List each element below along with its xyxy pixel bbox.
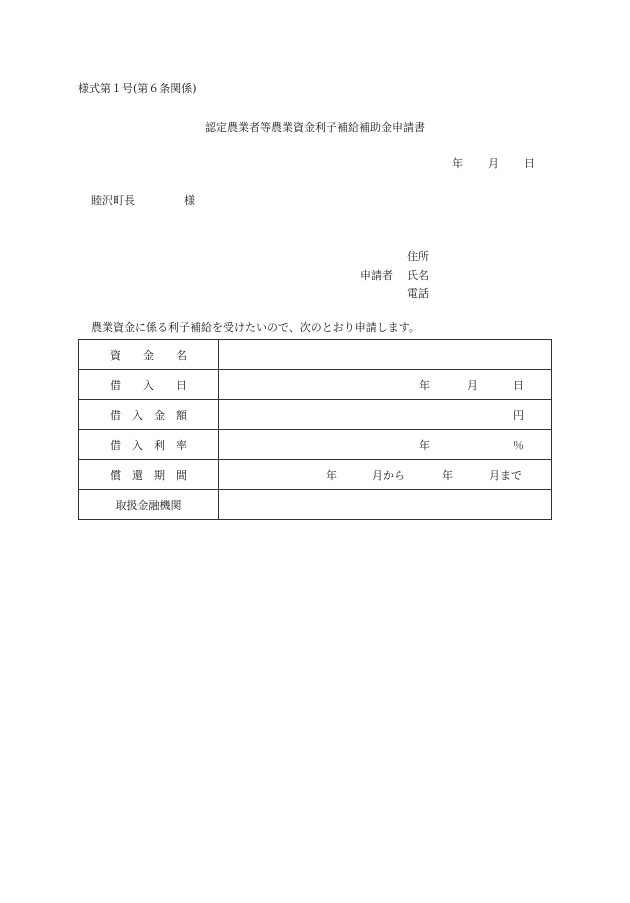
interest-rate-field[interactable] [219,430,552,460]
document-title: 認定農業者等農業資金利子補給補助金申請書 [205,121,425,134]
table-row-interest-rate [79,430,552,460]
repayment-from-month: 月から [372,468,405,482]
detail-table [78,339,552,520]
table-row-fund-name [79,340,552,370]
applicant-role: 申請者 [360,269,393,282]
fund-name-field[interactable] [219,340,552,370]
fund-name-label: 資 金 名 [79,340,219,370]
repayment-to-month: 月まで [489,468,522,482]
borrow-date-month: 月 [467,378,478,392]
applicant-address-label: 住所 [407,250,429,263]
repayment-period-field[interactable] [219,460,552,490]
interest-rate-percent: ％ [513,438,524,452]
borrow-date-label: 借 入 日 [79,370,219,400]
borrow-amount-field[interactable] [219,400,552,430]
date-month: 月 [488,157,499,170]
date-day: 日 [524,157,535,170]
intro-text: 農業資金に係る利子補給を受けたいので、次のとおり申請します。 [91,321,420,334]
addressee-honorific: 様 [184,194,195,207]
borrow-date-day: 日 [513,378,524,392]
repayment-from-year: 年 [326,468,337,482]
table-row-borrow-amount [79,400,552,430]
financial-institution-label: 取扱金融機関 [79,490,219,520]
addressee-title: 睦沢町長 [91,194,135,207]
applicant-phone-label: 電話 [407,287,429,300]
repayment-period-label: 償 還 期 間 [79,460,219,490]
addressee [91,195,195,206]
table-row-borrow-date [79,370,552,400]
borrow-amount-unit: 円 [513,408,524,422]
form-number: 様式第１号(第６条関係) [78,82,197,95]
borrow-date-year: 年 [419,378,430,392]
borrow-amount-label: 借 入 金 額 [79,400,219,430]
interest-rate-label: 借 入 利 率 [79,430,219,460]
table-row-repayment-period [79,460,552,490]
borrow-date-field[interactable] [219,370,552,400]
financial-institution-field[interactable] [219,490,552,520]
date-year: 年 [452,157,463,170]
interest-rate-year: 年 [419,438,430,452]
table-row-financial-institution [79,490,552,520]
repayment-to-year: 年 [442,468,453,482]
applicant-name-label: 氏名 [407,269,429,282]
date-line [452,158,535,169]
